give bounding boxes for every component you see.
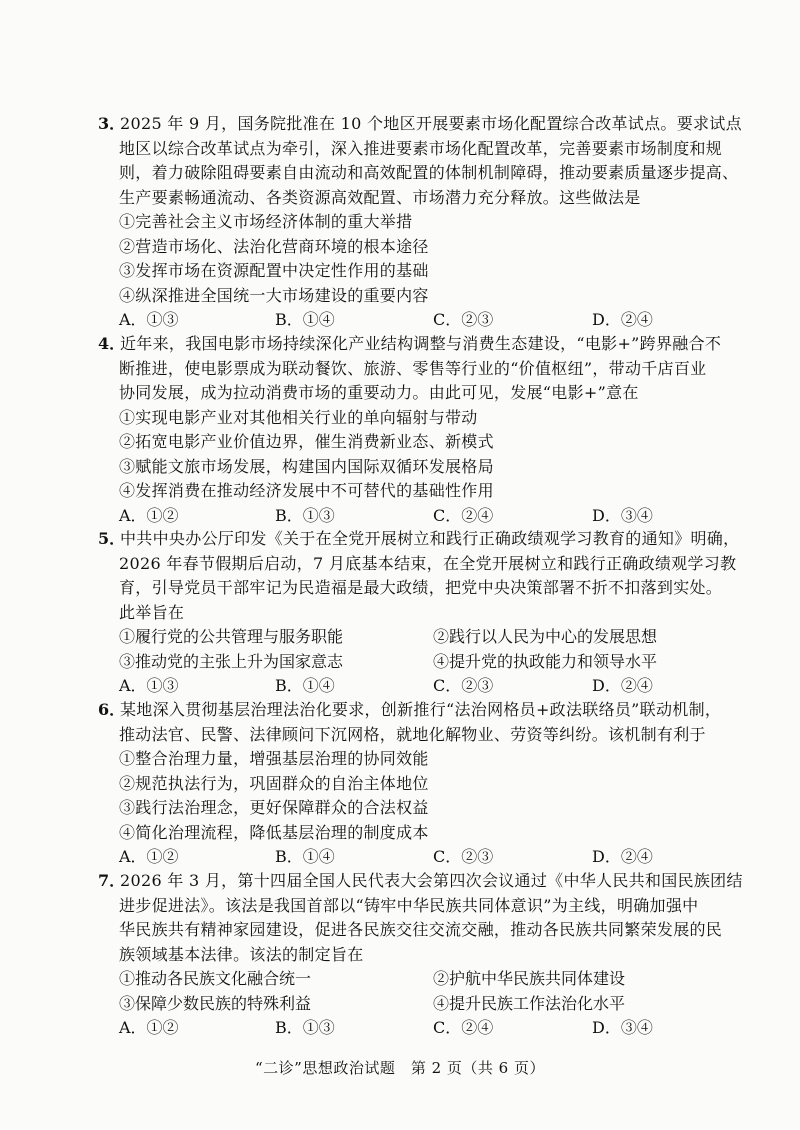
- stem-line: 中共中央办公厅印发《关于在全党开展树立和践行正确政绩观学习教育的通知》明确，: [120, 529, 740, 548]
- stem-line: 断推进，使电影票成为联动餐饮、旅游、零售等行业的“价值枢纽”，带动千店百业: [119, 358, 707, 378]
- choice-b[interactable]: B．①④: [275, 310, 335, 329]
- choice-d[interactable]: D．②④: [592, 676, 653, 695]
- choice-c[interactable]: C．②③: [433, 310, 494, 329]
- choice-d[interactable]: D．③④: [592, 1018, 653, 1037]
- stem-line: 此举旨在: [119, 602, 185, 622]
- question-number: 5．: [98, 529, 126, 548]
- choice-c[interactable]: C．②④: [433, 1018, 494, 1037]
- statement-item: ①推动各民族文化融合统一: [119, 969, 312, 988]
- choice-b[interactable]: B．①④: [275, 847, 335, 866]
- choice-a[interactable]: A．①③: [119, 310, 179, 329]
- statement-item: ①完善社会主义市场经济体制的重大举措: [119, 212, 413, 231]
- stem-line: 族领域基本法律。该法的制定旨在: [119, 944, 364, 964]
- question-number: 6．: [98, 700, 126, 719]
- choice-a[interactable]: A．①③: [119, 676, 179, 695]
- stem-line: 生产要素畅通流动、各类资源高效配置、市场潜力充分释放。这些做法是: [119, 187, 641, 207]
- statement-item: ③赋能文旅市场发展，构建国内国际双循环发展格局: [119, 456, 494, 476]
- stem-line: 进步促进法》。该法是我国首部以“铸牢中华民族共同体意识”为主线，明确加强中: [119, 895, 699, 915]
- statement-item: ④简化治理流程，降低基层治理的制度成本: [119, 822, 429, 842]
- statement-item: ①实现电影产业对其他相关行业的单向辐射与带动: [119, 407, 478, 427]
- choice-a[interactable]: A．①②: [119, 1018, 179, 1037]
- statement-item: ③发挥市场在资源配置中决定性作用的基础: [119, 261, 429, 280]
- stem-line: 协同发展，成为拉动消费市场的重要动力。由此可见，发展“电影+”意在: [119, 383, 639, 402]
- statement-item: ②营造市场化、法治化营商环境的根本途径: [119, 236, 429, 256]
- statement-item: ②护航中华民族共同体建设: [433, 969, 626, 988]
- choice-b[interactable]: B．①③: [275, 505, 335, 525]
- statement-item: ①履行党的公共管理与服务职能: [119, 627, 344, 646]
- statement-item: ①整合治理力量，增强基层治理的协同效能: [119, 749, 429, 768]
- stem-line: 华民族共有精神家园建设，促进各民族交往交流交融，推动各民族共同繁荣发展的民: [119, 920, 723, 939]
- question-number: 4．: [98, 334, 126, 353]
- choice-b[interactable]: B．①③: [275, 1018, 335, 1037]
- choice-d[interactable]: D．②④: [592, 310, 653, 329]
- stem-line: 某地深入贯彻基层治理法治化要求，创新推行“法治网格员+政法联络员”联动机制，: [120, 700, 722, 719]
- choice-c[interactable]: C．②④: [433, 505, 494, 525]
- choice-d[interactable]: D．②④: [592, 847, 653, 866]
- statement-item: ②拓宽电影产业价值边界，催生消费新业态、新模式: [119, 432, 494, 451]
- stem-line: 2026 年 3 月，第十四届全国人民代表大会第四次会议通过《中华人民共和国民族团结: [120, 871, 743, 890]
- stem-line: 则，着力破除阻碍要素自由流动和高效配置的体制机制障碍，推动要素质量逐步提高、: [119, 163, 739, 182]
- page-footer: “二诊”思想政治试题 第 2 页（共 6 页）: [255, 1059, 545, 1077]
- choice-c[interactable]: C．②③: [433, 676, 494, 695]
- statement-item: ③推动党的主张上升为国家意志: [119, 651, 344, 671]
- statement-item: ④发挥消费在推动经济发展中不可替代的基础性作用: [119, 481, 494, 500]
- stem-line: 2025 年 9 月，国务院批准在 10 个地区开展要素市场化配置综合改革试点。要求试点: [120, 114, 742, 133]
- statement-item: ④提升民族工作法治化水平: [433, 993, 626, 1013]
- choice-a[interactable]: A．①②: [119, 505, 179, 525]
- statement-item: ④纵深推进全国统一大市场建设的重要内容: [119, 285, 429, 305]
- question-number: 3．: [98, 114, 126, 133]
- statement-item: ④提升党的执政能力和领导水平: [433, 651, 658, 671]
- stem-line: 2026 年春节假期后启动，7 月底基本结束，在全党开展树立和践行正确政绩观学习教: [119, 553, 737, 573]
- statement-item: ②规范执法行为，巩固群众的自治主体地位: [119, 773, 429, 793]
- statement-item: ③践行法治理念，更好保障群众的合法权益: [119, 798, 429, 817]
- choice-a[interactable]: A．①②: [119, 847, 179, 866]
- stem-line: 育，引导党员干部牢记为民造福是最大政绩，把党中央决策部署不折不扣落到实处。: [119, 578, 723, 597]
- choice-b[interactable]: B．①④: [275, 676, 335, 695]
- statement-item: ③保障少数民族的特殊利益: [119, 993, 312, 1013]
- stem-line: 推动法官、民警、法律顾问下沉网格，就地化解物业、劳资等纠纷。该机制有利于: [119, 724, 706, 744]
- statement-item: ②践行以人民为中心的发展思想: [433, 627, 658, 646]
- question-number: 7．: [98, 871, 126, 890]
- stem-line: 地区以综合改革试点为牵引，深入推进要素市场化配置改革，完善要素市场制度和规: [119, 138, 723, 158]
- choice-d[interactable]: D．③④: [592, 505, 653, 525]
- stem-line: 近年来，我国电影市场持续深化产业结构调整与消费生态建设，“电影+”跨界融合不: [120, 334, 722, 353]
- choice-c[interactable]: C．②③: [433, 847, 494, 866]
